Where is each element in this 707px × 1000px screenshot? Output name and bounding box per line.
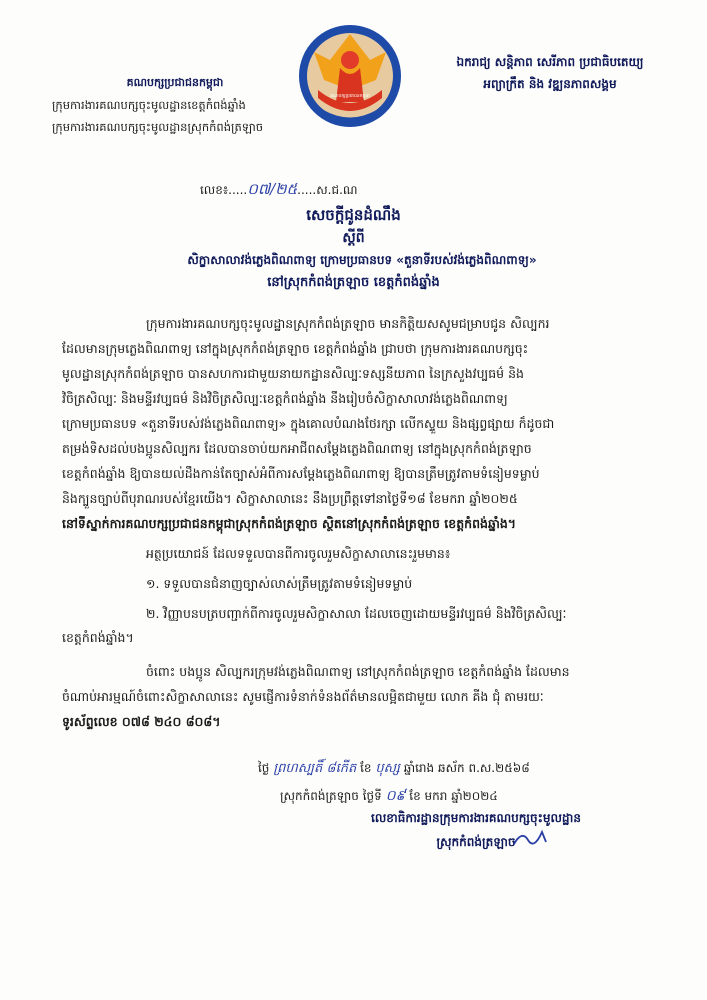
lunar-month: បុស្ស: [375, 761, 400, 776]
signature-stroke: [514, 832, 546, 844]
paragraph1-line9: នៅទីស្នាក់ការគណបក្សប្រជាជនកម្ពុជាស្រុកកំពង់ត្រឡាច ស្ថិតនៅស្រុកកំពង់ត្រឡាច ខេត្តកំពង់ឆ្នាំង។: [62, 516, 517, 531]
party-name-header: គណបក្សប្រជាជនកម្ពុជា: [126, 76, 224, 89]
benefits-intro: អត្ថប្រយោជន៍ ដែលទទួលបានពីការចូលរួមសិក្ខាសាលានេះរួមមាន៖: [146, 546, 451, 561]
lunar-month-prefix: ខែ: [360, 761, 372, 775]
notice-subject-label: ស្តីពី: [342, 230, 365, 246]
paragraph1-line2: ដែលមានក្រុមភ្លេងពិណពាទ្យ នៅក្នុងស្រុកកំពង់ត្រឡាច ខេត្តកំពង់ឆ្នាំង ជ្រាបថា ក្រុមការងារគណបក្សចុះ: [62, 341, 529, 356]
logo-deity-head: [341, 51, 359, 69]
paragraph1-line3: មូលដ្ឋានស្រុកកំពង់ត្រឡាច បានសហការជាមួយនាយកដ្ឋានសិល្បៈទស្សនីយភាព នៃក្រសួងវប្បធម៌ និង: [62, 366, 524, 381]
party-logo: [296, 20, 404, 136]
paragraph1-line7: ខេត្តកំពង់ឆ្នាំង ឱ្យបានយល់ដឹងកាន់តែច្បាស់អំពីការសម្តែងភ្លេងពិណពាទ្យ ឱ្យបានត្រឹមត្រូវតាមទំនៀមទម្លាប់: [62, 466, 540, 481]
benefit-item-2-continued: ខេត្តកំពង់ឆ្នាំង។: [62, 630, 134, 645]
provincial-working-group: ក្រុមការងារគណបក្សចុះមូលដ្ឋានខេត្តកំពង់ឆ្នាំង: [52, 98, 246, 112]
paragraph1-line8: និងក្បួនច្បាប់ពីបុរាណរបស់ខ្មែរយើង។ សិក្ខាសាលានេះ នឹងប្រព្រឹត្តទៅនាថ្ងៃទី១៨ ខែមករា ឆ្នាំ២០២៥: [62, 491, 518, 506]
contact-line2: ចំណាប់អារម្មណ៍ចំពោះសិក្ខាសាលានេះ សូមផ្ញើការទំនាក់ទំនងព័ត៌មានលម្អិតជាមួយ លោក គីង ជុំ តាមរយៈ: [62, 689, 544, 704]
national-motto-line2: អព្យាក្រឹត និង វឌ្ឍនភាពសង្គម: [483, 77, 617, 91]
lunar-date-prefix: ថ្ងៃ: [258, 761, 270, 775]
signature-mark: [510, 826, 550, 850]
signature-title-line1: លេខាធិការដ្ឋានក្រុមការងារគណបក្សចុះមូលដ្ឋាន: [371, 811, 581, 825]
district-working-group: ក្រុមការងារគណបក្សចុះមូលដ្ឋានស្រុកកំពង់ត្រឡាច: [52, 120, 264, 134]
notice-subject-line2: នៅស្រុកកំពង់ត្រឡាច ខេត្តកំពង់ឆ្នាំង: [267, 275, 440, 290]
notice-subject-line1: សិក្ខាសាលាវង់ភ្លេងពិណពាទ្យ ក្រោមប្រធានបទ «តួនាទីរបស់វង់ភ្លេងពិណពាទ្យ»: [187, 253, 537, 267]
reference-handwritten-number: ០៧/២៥: [247, 180, 298, 198]
lunar-date: [258, 760, 530, 779]
lunar-year: ឆ្នាំរោង ឆស័ក ព.ស.២៥៦៨: [403, 761, 530, 775]
solar-date: [280, 786, 498, 807]
paragraph1-line6: តម្រង់ទិសដល់បងប្អូនសិល្បករ ដែលបានចាប់យកអាជីពសម្តែងភ្លេងពិណពាទ្យ នៅក្នុងស្រុកកំពង់ត្រឡាច: [62, 441, 532, 456]
solar-date-day: ០៩: [385, 788, 406, 804]
reference-dots-1: .....: [228, 183, 248, 197]
solar-date-prefix: ស្រុកកំពង់ត្រឡាច ថ្ងៃទី: [280, 789, 382, 803]
reference-suffix: ស.ជ.ណ: [316, 183, 358, 197]
benefit-item-2: ២. វិញ្ញាបនបត្របញ្ជាក់ពីការចូលរួមសិក្ខាសាលា ដែលចេញដោយមន្ទីរវប្បធម៌ និងវិចិត្រសិល្បៈ: [146, 606, 567, 621]
paragraph1-line1: ក្រុមការងារគណបក្សចុះមូលដ្ឋានស្រុកកំពង់ត្រឡាច មានកិត្តិយសសូមជម្រាបជូន សិល្បករ: [146, 316, 550, 331]
national-motto-line1: ឯករាជ្យ សន្តិភាព សេរីភាព ប្រជាធិបតេយ្យ: [456, 55, 644, 69]
signature-title-line2: ស្រុកកំពង់ត្រឡាច: [436, 835, 516, 849]
reference-dots-2: .....: [297, 183, 317, 197]
notice-title: សេចក្តីជូនដំណឹង: [306, 206, 401, 224]
contact-line1: ចំពោះ បងប្អូន សិល្បករក្រុមវង់ភ្លេងពិណពាទ្យ នៅស្រុកកំពង់ត្រឡាច ខេត្តកំពង់ឆ្នាំង ដែលមាន: [146, 664, 570, 679]
logo-banner-text: គណបក្សប្រជាជនកម្ពុជា: [330, 94, 370, 99]
solar-date-month-year: ខែ មករា ឆ្នាំ២០២៤: [409, 789, 498, 803]
reference-label: លេខ៖: [200, 183, 229, 197]
paragraph1-line4: វិចិត្រសិល្បៈ និងមន្ទីរវប្បធម៌ និងវិចិត្រសិល្បៈខេត្តកំពង់ឆ្នាំង នឹងរៀបចំសិក្ខាសាលាវង់ភ្លេងពិណពាទ្យ: [62, 391, 508, 406]
benefit-item-1: ១. ទទួលបានជំនាញច្បាស់លាស់ត្រឹមត្រូវតាមទំនៀមទម្លាប់: [146, 576, 413, 591]
lunar-date-day: ព្រហស្បតិ៍ ៨កើត: [273, 761, 357, 776]
contact-phone: ទូរស័ព្ទលេខ ០៧៨ ២៤០ ៨០៨។: [62, 714, 221, 729]
reference-number: [200, 180, 358, 202]
paragraph1-line5: ក្រោមប្រធានបទ «តួនាទីរបស់វង់ភ្លេងពិណពាទ្យ» ក្នុងគោលបំណងថែរក្សា លើកស្ទួយ និងផ្សព្វផ្សាយ ក៏ដូចជា: [62, 416, 555, 431]
